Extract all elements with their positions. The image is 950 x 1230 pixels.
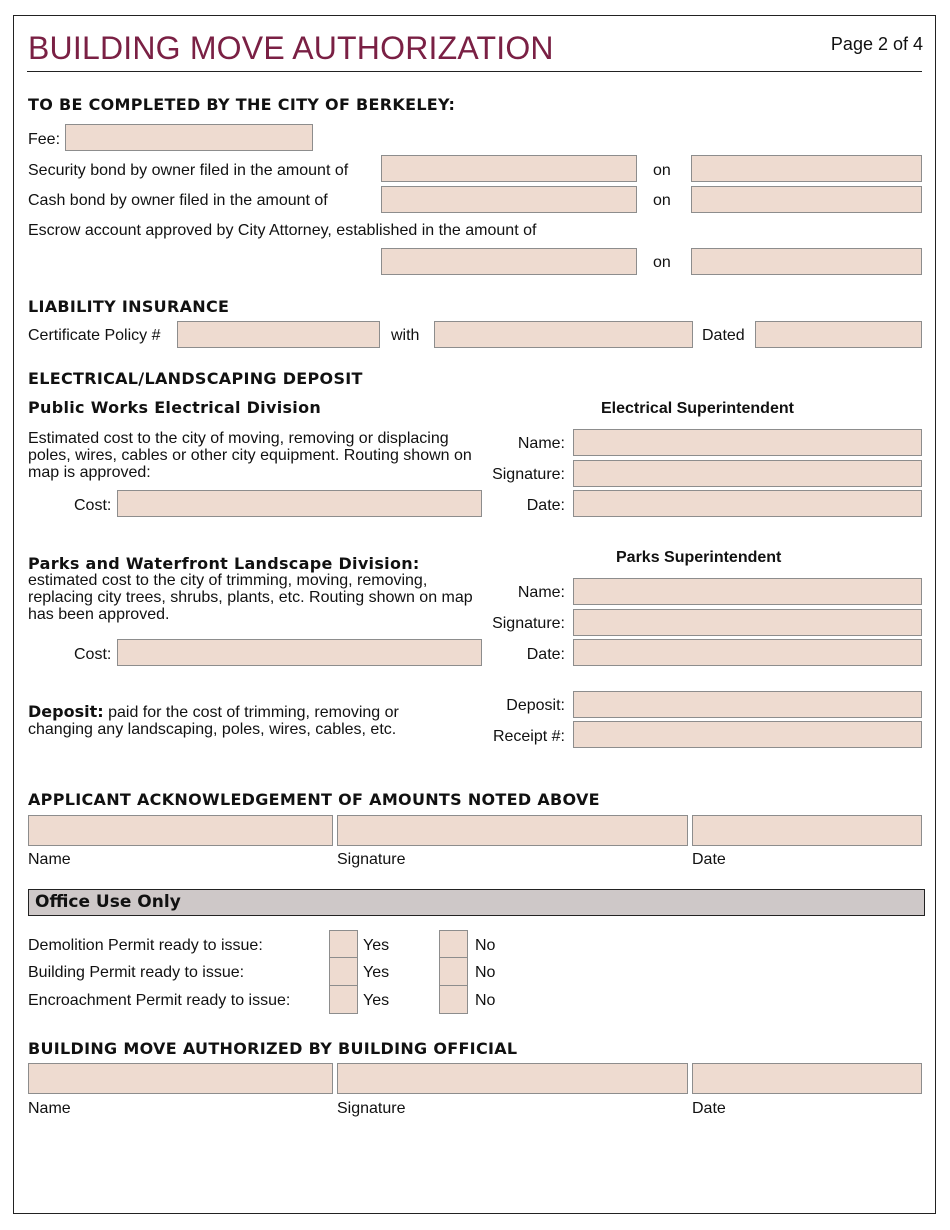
deposit-section-heading: ELECTRICAL/LANDSCAPING DEPOSIT [28, 369, 363, 388]
electrical-signature-label: Signature: [492, 466, 565, 483]
parks-name-field[interactable] [573, 578, 922, 605]
authorized-date-field[interactable] [692, 1063, 922, 1094]
form-title: BUILDING MOVE AUTHORIZATION [28, 30, 554, 66]
security-bond-on-label: on [653, 162, 671, 179]
electrical-division-heading: Public Works Electrical Division [28, 398, 322, 417]
demolition-no-label: No [475, 937, 496, 954]
acknowledgement-name-field[interactable] [28, 815, 333, 846]
cash-bond-on-label: on [653, 192, 671, 209]
demolition-yes-label: Yes [363, 937, 390, 954]
demolition-permit-label: Demolition Permit ready to issue: [28, 937, 263, 954]
electrical-superintendent-heading: Electrical Superintendent [601, 400, 794, 417]
authorized-date-label: Date [692, 1100, 726, 1117]
building-permit-label: Building Permit ready to issue: [28, 964, 245, 981]
certificate-policy-field[interactable] [177, 321, 380, 348]
electrical-cost-label: Cost: [74, 497, 112, 514]
escrow-date-field[interactable] [691, 248, 922, 275]
authorized-signature-field[interactable] [337, 1063, 688, 1094]
liability-heading: LIABILITY INSURANCE [28, 297, 230, 316]
acknowledgement-name-label: Name [28, 851, 71, 868]
encroachment-permit-label: Encroachment Permit ready to issue: [28, 992, 291, 1009]
parks-description: estimated cost to the city of trimming, moving, removing, replacing city trees, shrubs, plants, etc. Routing shown on map has been approved. [28, 572, 473, 623]
encroachment-no-label: No [475, 992, 496, 1009]
acknowledgement-date-field[interactable] [692, 815, 922, 846]
cash-bond-label: Cash bond by owner filed in the amount of [28, 192, 328, 209]
city-section-heading: TO BE COMPLETED BY THE CITY OF BERKELEY: [28, 95, 456, 114]
acknowledgement-signature-label: Signature [337, 851, 406, 868]
authorized-heading: BUILDING MOVE AUTHORIZED BY BUILDING OFFICIAL [28, 1039, 518, 1058]
building-yes-checkbox[interactable] [329, 957, 358, 986]
parks-cost-field[interactable] [117, 639, 482, 666]
escrow-on-label: on [653, 254, 671, 271]
cash-bond-date-field[interactable] [691, 186, 922, 213]
encroachment-yes-label: Yes [363, 992, 390, 1009]
escrow-amount-field[interactable] [381, 248, 637, 275]
electrical-date-label: Date: [526, 497, 565, 514]
insurer-with-label: with [391, 327, 420, 344]
receipt-field[interactable] [573, 721, 922, 748]
acknowledgement-signature-field[interactable] [337, 815, 688, 846]
deposit-description [28, 703, 458, 738]
parks-name-label: Name: [517, 584, 565, 601]
receipt-label: Receipt #: [492, 728, 565, 745]
parks-signature-field[interactable] [573, 609, 922, 636]
encroachment-no-checkbox[interactable] [439, 985, 468, 1014]
demolition-no-checkbox[interactable] [439, 930, 468, 959]
building-no-label: No [475, 964, 496, 981]
acknowledgement-date-label: Date [692, 851, 726, 868]
insurer-field[interactable] [434, 321, 693, 348]
electrical-name-label: Name: [517, 435, 565, 452]
title-rule [27, 71, 922, 72]
parks-date-label: Date: [526, 646, 565, 663]
encroachment-yes-checkbox[interactable] [329, 985, 358, 1014]
electrical-description: Estimated cost to the city of moving, removing or displacing poles, wires, cables or other city equipment. Routing shown on map is approved: [28, 430, 472, 481]
building-no-checkbox[interactable] [439, 957, 468, 986]
cash-bond-amount-field[interactable] [381, 186, 637, 213]
electrical-date-field[interactable] [573, 490, 922, 517]
certificate-policy-label: Certificate Policy # [28, 327, 161, 344]
authorized-name-label: Name [28, 1100, 71, 1117]
authorized-signature-label: Signature [337, 1100, 406, 1117]
dated-label: Dated [702, 327, 745, 344]
office-use-heading: Office Use Only [35, 892, 181, 912]
acknowledgement-heading: APPLICANT ACKNOWLEDGEMENT OF AMOUNTS NOTED ABOVE [28, 790, 600, 809]
security-bond-amount-field[interactable] [381, 155, 637, 182]
parks-cost-label: Cost: [74, 646, 112, 663]
deposit-bold-label: Deposit: [28, 702, 104, 721]
demolition-yes-checkbox[interactable] [329, 930, 358, 959]
deposit-text: paid for the cost of trimming, removing or changing any landscaping, poles, wires, cables, etc. [28, 704, 399, 738]
deposit-field[interactable] [573, 691, 922, 718]
security-bond-date-field[interactable] [691, 155, 922, 182]
electrical-signature-field[interactable] [573, 460, 922, 487]
parks-signature-label: Signature: [492, 615, 565, 632]
dated-field[interactable] [755, 321, 922, 348]
page-number: Page 2 of 4 [830, 34, 923, 54]
fee-field[interactable] [65, 124, 313, 151]
office-use-bar [28, 889, 925, 916]
electrical-name-field[interactable] [573, 429, 922, 456]
parks-division-heading: Parks and Waterfront Landscape Division: [28, 554, 420, 573]
parks-superintendent-heading: Parks Superintendent [616, 549, 782, 566]
parks-date-field[interactable] [573, 639, 922, 666]
electrical-cost-field[interactable] [117, 490, 482, 517]
deposit-label: Deposit: [506, 697, 565, 714]
building-yes-label: Yes [363, 964, 390, 981]
authorized-name-field[interactable] [28, 1063, 333, 1094]
security-bond-label: Security bond by owner filed in the amount of [28, 162, 349, 179]
escrow-label: Escrow account approved by City Attorney, established in the amount of [28, 222, 537, 239]
fee-label: Fee: [28, 131, 61, 148]
